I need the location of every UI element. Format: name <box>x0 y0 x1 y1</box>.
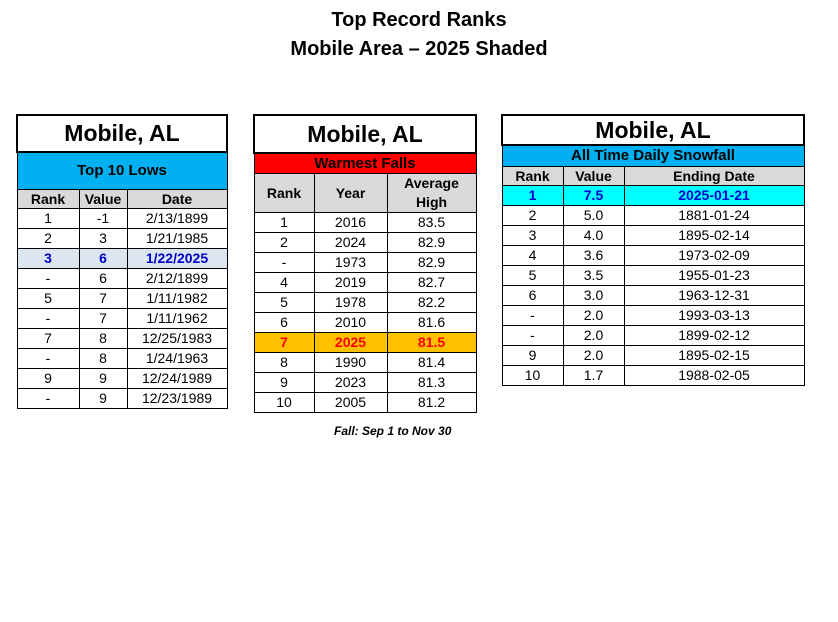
lows-subtitle: Top 10 Lows <box>17 152 227 189</box>
lows-cell-value: 6 <box>79 248 127 268</box>
lows-row <box>17 228 227 248</box>
snow-cell-third: 1895-02-15 <box>624 345 804 365</box>
daily-snowfall-table <box>501 114 805 386</box>
lows-cell-third: 1/24/1963 <box>127 348 227 368</box>
falls-cell-rank: 6 <box>254 312 314 332</box>
falls-cell-rank: 8 <box>254 352 314 372</box>
title-line-1: Top Record Ranks <box>331 9 507 31</box>
falls-row <box>254 332 476 352</box>
lows-rows <box>17 208 227 408</box>
snow-cell-rank: 1 <box>502 185 563 205</box>
snow-cell-rank: - <box>502 325 563 345</box>
snow-cell-third: 1955-01-23 <box>624 265 804 285</box>
snow-col-value: Value <box>563 166 624 185</box>
snow-cell-rank: 3 <box>502 225 563 245</box>
falls-location-header: Mobile, AL <box>254 115 476 153</box>
falls-cell-rank: 9 <box>254 372 314 392</box>
falls-cell-third: 82.7 <box>387 272 476 292</box>
lows-cell-value: 9 <box>79 368 127 388</box>
falls-row <box>254 232 476 252</box>
snow-cell-third: 1973-02-09 <box>624 245 804 265</box>
lows-cell-third: 2/12/1899 <box>127 268 227 288</box>
falls-cell-value: 2016 <box>314 212 387 232</box>
snow-cell-rank: - <box>502 305 563 325</box>
lows-row <box>17 328 227 348</box>
snow-row <box>502 185 804 205</box>
snow-cell-value: 2.0 <box>563 325 624 345</box>
snow-row <box>502 265 804 285</box>
snow-cell-third: 1899-02-12 <box>624 325 804 345</box>
lows-cell-rank: 5 <box>17 288 79 308</box>
falls-cell-third: 81.3 <box>387 372 476 392</box>
top-10-lows-table <box>16 114 228 409</box>
snow-cell-third: 1963-12-31 <box>624 285 804 305</box>
falls-cell-rank: 1 <box>254 212 314 232</box>
snow-cell-rank: 2 <box>502 205 563 225</box>
falls-row <box>254 352 476 372</box>
falls-cell-value: 2010 <box>314 312 387 332</box>
snow-col-rank: Rank <box>502 166 563 185</box>
lows-cell-rank: 9 <box>17 368 79 388</box>
lows-col-date: Date <box>127 189 227 208</box>
falls-cell-value: 2024 <box>314 232 387 252</box>
falls-row <box>254 272 476 292</box>
lows-cell-value: 8 <box>79 328 127 348</box>
falls-cell-value: 2025 <box>314 332 387 352</box>
lows-cell-value: 8 <box>79 348 127 368</box>
snow-cell-value: 3.5 <box>563 265 624 285</box>
lows-cell-third: 12/25/1983 <box>127 328 227 348</box>
snow-cell-third: 1895-02-14 <box>624 225 804 245</box>
snow-cell-third: 1881-01-24 <box>624 205 804 225</box>
falls-cell-third: 81.6 <box>387 312 476 332</box>
snow-row <box>502 365 804 385</box>
falls-cell-rank: 7 <box>254 332 314 352</box>
falls-cell-rank: 2 <box>254 232 314 252</box>
snow-cell-third: 2025-01-21 <box>624 185 804 205</box>
lows-location-header: Mobile, AL <box>17 115 227 152</box>
title-line-2: Mobile Area – 2025 Shaded <box>290 38 548 60</box>
falls-row <box>254 312 476 332</box>
lows-cell-value: 6 <box>79 268 127 288</box>
falls-col-average-high: Average High <box>387 173 476 212</box>
snow-cell-value: 4.0 <box>563 225 624 245</box>
lows-row <box>17 268 227 288</box>
lows-cell-rank: 1 <box>17 208 79 228</box>
lows-cell-rank: 7 <box>17 328 79 348</box>
falls-row <box>254 212 476 232</box>
lows-cell-rank: - <box>17 268 79 288</box>
lows-cell-third: 1/11/1962 <box>127 308 227 328</box>
lows-cell-third: 2/13/1899 <box>127 208 227 228</box>
snow-cell-value: 2.0 <box>563 305 624 325</box>
snow-rows <box>502 185 804 385</box>
snow-row <box>502 245 804 265</box>
snow-cell-rank: 10 <box>502 365 563 385</box>
snow-cell-value: 7.5 <box>563 185 624 205</box>
lows-col-value: Value <box>79 189 127 208</box>
lows-cell-third: 1/11/1982 <box>127 288 227 308</box>
snow-row <box>502 325 804 345</box>
lows-cell-rank: - <box>17 348 79 368</box>
falls-cell-value: 2023 <box>314 372 387 392</box>
falls-row <box>254 372 476 392</box>
lows-col-rank: Rank <box>17 189 79 208</box>
lows-cell-rank: - <box>17 308 79 328</box>
falls-col-rank: Rank <box>254 173 314 212</box>
falls-cell-value: 1978 <box>314 292 387 312</box>
falls-cell-value: 2019 <box>314 272 387 292</box>
snow-row <box>502 345 804 365</box>
falls-cell-third: 83.5 <box>387 212 476 232</box>
lows-cell-third: 1/22/2025 <box>127 248 227 268</box>
lows-cell-value: -1 <box>79 208 127 228</box>
snow-cell-rank: 6 <box>502 285 563 305</box>
lows-cell-value: 3 <box>79 228 127 248</box>
lows-cell-value: 7 <box>79 308 127 328</box>
snow-cell-value: 2.0 <box>563 345 624 365</box>
falls-cell-value: 1990 <box>314 352 387 372</box>
snow-col-ending-date: Ending Date <box>624 166 804 185</box>
snow-cell-value: 1.7 <box>563 365 624 385</box>
snow-row <box>502 205 804 225</box>
lows-row <box>17 248 227 268</box>
lows-cell-third: 1/21/1985 <box>127 228 227 248</box>
snow-location-header: Mobile, AL <box>502 115 804 145</box>
falls-cell-rank: 5 <box>254 292 314 312</box>
falls-cell-rank: 4 <box>254 272 314 292</box>
falls-cell-rank: - <box>254 252 314 272</box>
falls-cell-third: 81.2 <box>387 392 476 412</box>
snow-cell-rank: 5 <box>502 265 563 285</box>
page-title <box>0 6 838 64</box>
snow-row <box>502 225 804 245</box>
lows-row <box>17 288 227 308</box>
lows-row <box>17 388 227 408</box>
lows-cell-rank: 3 <box>17 248 79 268</box>
warmest-falls-table <box>253 114 477 413</box>
lows-cell-third: 12/23/1989 <box>127 388 227 408</box>
lows-row <box>17 208 227 228</box>
falls-cell-third: 82.9 <box>387 232 476 252</box>
falls-subtitle: Warmest Falls <box>254 153 476 173</box>
falls-rows <box>254 212 476 412</box>
lows-cell-value: 7 <box>79 288 127 308</box>
falls-row <box>254 292 476 312</box>
lows-cell-rank: - <box>17 388 79 408</box>
lows-cell-third: 12/24/1989 <box>127 368 227 388</box>
falls-cell-third: 81.4 <box>387 352 476 372</box>
falls-cell-third: 81.5 <box>387 332 476 352</box>
falls-cell-value: 2005 <box>314 392 387 412</box>
falls-row <box>254 392 476 412</box>
falls-cell-third: 82.2 <box>387 292 476 312</box>
lows-cell-value: 9 <box>79 388 127 408</box>
snow-subtitle: All Time Daily Snowfall <box>502 145 804 166</box>
lows-row <box>17 308 227 328</box>
snow-row <box>502 305 804 325</box>
snow-cell-third: 1988-02-05 <box>624 365 804 385</box>
lows-cell-rank: 2 <box>17 228 79 248</box>
lows-row <box>17 348 227 368</box>
snow-cell-value: 3.6 <box>563 245 624 265</box>
falls-col-year: Year <box>314 173 387 212</box>
snow-cell-rank: 4 <box>502 245 563 265</box>
snow-cell-value: 3.0 <box>563 285 624 305</box>
snow-cell-value: 5.0 <box>563 205 624 225</box>
falls-cell-value: 1973 <box>314 252 387 272</box>
fall-season-note: Fall: Sep 1 to Nov 30 <box>334 424 452 438</box>
snow-cell-rank: 9 <box>502 345 563 365</box>
snow-cell-third: 1993-03-13 <box>624 305 804 325</box>
falls-cell-rank: 10 <box>254 392 314 412</box>
snow-row <box>502 285 804 305</box>
falls-cell-third: 82.9 <box>387 252 476 272</box>
falls-row <box>254 252 476 272</box>
lows-row <box>17 368 227 388</box>
